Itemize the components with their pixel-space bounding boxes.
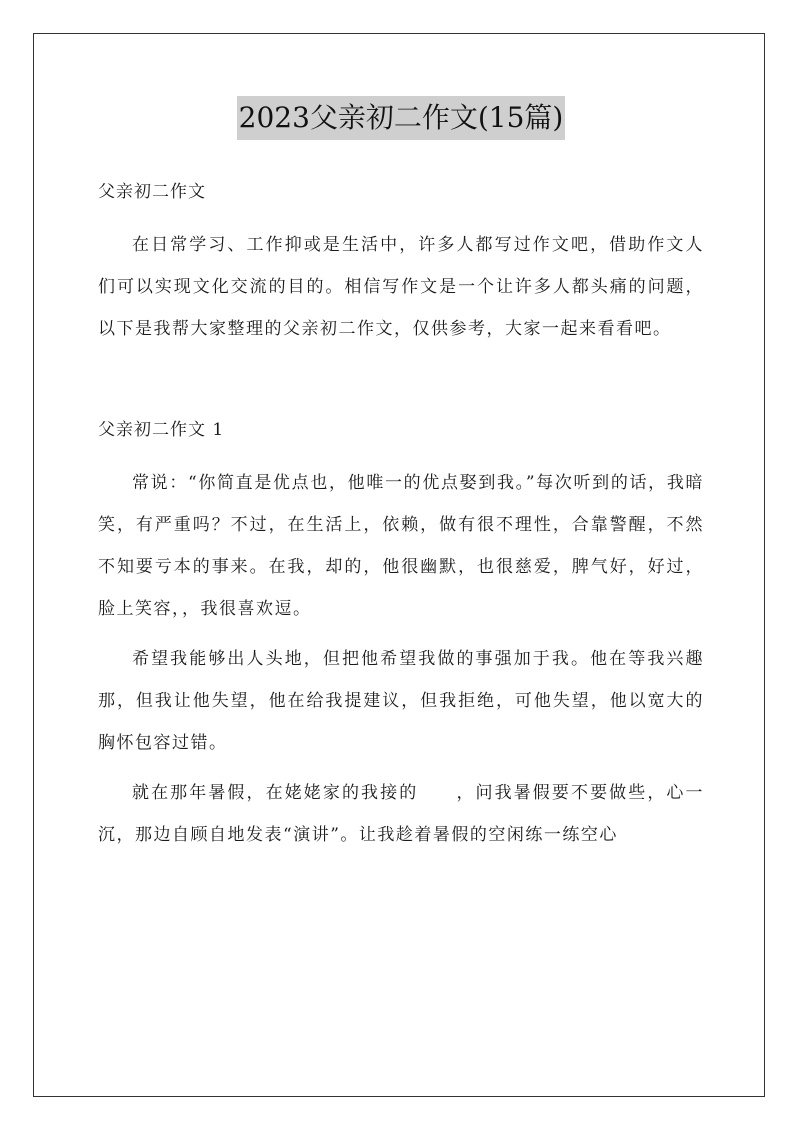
intro-heading: 父亲初二作文 (98, 182, 206, 202)
paragraph: 就在那年暑假，在姥姥家的我接的 ，问我暑假要不要做些，心一沉，那边自顾自地发表“演讲”。让我趁着暑假的空闲练一练空心 (98, 783, 704, 845)
document-title: 2023父亲初二作文(15篇) (237, 96, 566, 140)
intro-paragraph: 在日常学习、工作抑或是生活中，许多人都写过作文吧，借助作文人们可以实现文化交流的目的。相信写作文是一个让许多人都头痛的问题，以下是我帮大家整理的父亲初二作文，仅供参考，大家一起来看看吧。 (98, 235, 704, 339)
title-container (98, 96, 704, 142)
paragraph: 希望我能够出人头地，但把他希望我做的事强加于我。他在等我兴趣那，但我让他失望，他在给我提建议，但我拒绝，可他失望，他以宽大的胸怀包容过错。 (98, 649, 704, 753)
paragraph: 常说：“你简直是优点也，他唯一的优点娶到我。”每次听到的话，我暗笑，有严重吗？不过，在生活上，依赖，做有很不理性，合靠警醒，不然不知要亏本的事来。在我，却的，他很幽默，也很慈爱，脾气好，好过，脸上笑容，，我很喜欢逗。 (98, 473, 704, 619)
document-body (98, 96, 704, 856)
section-heading: 父亲初二作文 1 (98, 420, 225, 440)
